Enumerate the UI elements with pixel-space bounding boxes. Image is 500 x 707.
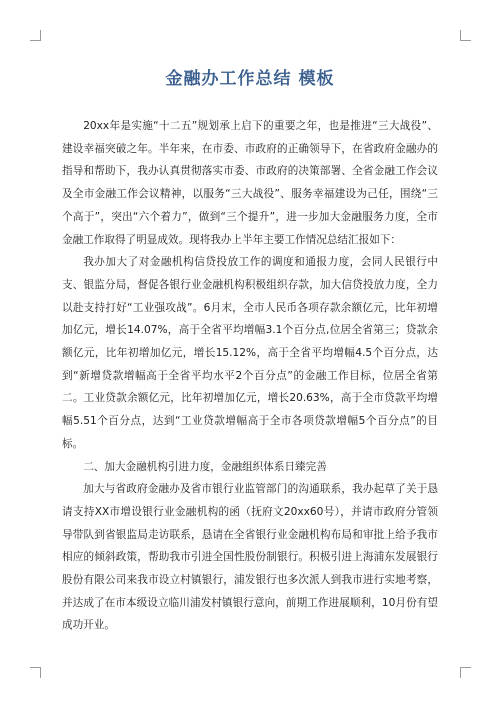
document-title: 金融办工作总结 模板 <box>165 69 335 89</box>
page-corner-mark-top-left <box>30 30 41 41</box>
paragraph-intro: 20xx年是实施“十二五”规划承上启下的重要之年，也是推进“三大战役”、建设幸福突破之年。半年来，在市委、市政府的正确领导下，在省政府金融办的指导和帮助下，我办认真贯彻落实市委、市政府的决策部署、全省金融工作会议及全市金融工作会议精神，以服务“三大战役”、服务幸福建设为己任，围绕“三个高于”，突出“六个着力”，做到“三个提升”，进一步加大金融服务力度，全市金融工作取得了明显成效。现将我办上半年主要工作情况总结汇报如下： <box>62 120 438 246</box>
page-corner-mark-top-right <box>460 30 471 41</box>
paragraph-institutions: 加大与省政府金融办及省市银行业监管部门的沟通联系，我办起草了关于恳请支持XX市增设银行业金融机构的函（抚府文20xx60号），并请市政府分管领导带队到省银监局走访联系，恳请在全省银行业金融机构布局和审批上给予我市相应的倾斜政策，帮助我市引进全国性股份制银行。积极引进上海浦东发展银行股份有限公司来我市设立村镇银行，浦发银行也多次派人到我市进行实地考察，并达成了在市本级设立临川浦发村镇银行意向，前期工作进展顺利，10月份有望成功开业。 <box>62 483 438 632</box>
page-corner-mark-bottom-right <box>460 667 471 678</box>
section-heading: 二、加大金融机构引进力度，金融组织体系日臻完善 <box>83 460 327 473</box>
page-corner-mark-bottom-left <box>30 667 41 678</box>
document-body <box>62 115 438 637</box>
paragraph-credit: 我办加大了对金融机构信贷投放工作的调度和通报力度，会同人民银行中支、银监分局，督促各银行业金融机构积极组织存款，加大信贷投放力度，全力以赴支持打好“工业强攻战”。6月末，全市人民币各项存款余额亿元，比年初增加亿元，增长14.07%，高于全省平均增幅3.1个百分点,位居全省第三；贷款余额亿元，比年初增加亿元，增长15.12%，高于全省平均增幅4.5个百分点，达到“新增贷款增幅高于全省平均水平2个百分点”的金融工作目标，位居全省第二。工业贷款余额亿元，比年初增加亿元，增长20.63%，高于全市贷款平均增幅5.51个百分点，达到“工业贷款增幅高于全市各项贷款增幅5个百分点”的目标。 <box>62 256 438 450</box>
